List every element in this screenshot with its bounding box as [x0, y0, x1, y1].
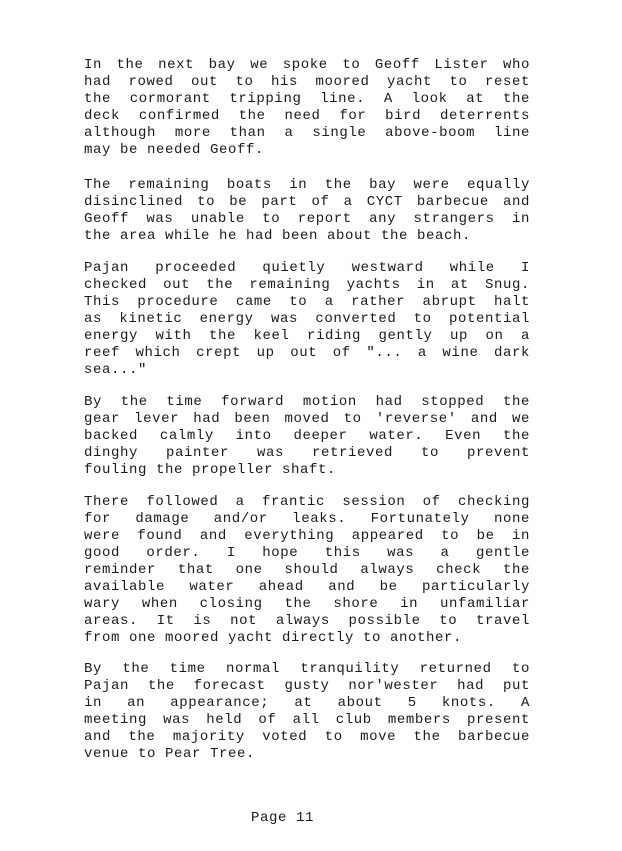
paragraph-pajan-westward: [84, 260, 530, 379]
text-line: good order. I hope this was a gentle: [84, 545, 530, 561]
text-line: from one moored yacht directly to another.: [84, 630, 463, 646]
paragraph-tranquility: [84, 661, 530, 763]
text-line: reef which crept up out of "... a wine dark: [84, 345, 530, 361]
text-line: in an appearance; at about 5 knots. A: [84, 695, 530, 711]
text-line: reminder that one should always check the: [84, 562, 530, 578]
text-line: were found and everything appeared to be in: [84, 528, 530, 544]
text-line: In the next bay we spoke to Geoff Lister who: [84, 57, 530, 73]
text-line: By the time forward motion had stopped the: [84, 394, 530, 410]
text-line: gear lever had been moved to 'reverse' and we: [84, 411, 530, 427]
text-line: fouling the propeller shaft.: [84, 462, 337, 478]
page-number: Page 11: [251, 810, 315, 826]
text-line: backed calmly into deeper water. Even the: [84, 428, 530, 444]
text-line: may be needed Geoff.: [84, 142, 265, 158]
paragraph-geoff-lister: [84, 57, 530, 159]
text-line: Pajan proceeded quietly westward while I: [84, 260, 530, 276]
text-line: Geoff was unable to report any strangers in: [84, 211, 530, 227]
text-line: as kinetic energy was converted to potential: [84, 311, 530, 327]
paragraph-remaining-boats: [84, 177, 530, 245]
text-line: for damage and/or leaks. Fortunately none: [84, 511, 530, 527]
text-line: venue to Pear Tree.: [84, 746, 256, 762]
text-line: the cormorant tripping line. A look at the: [84, 91, 530, 107]
text-line: There followed a frantic session of checking: [84, 494, 530, 510]
text-line: available water ahead and be particularly: [84, 579, 530, 595]
text-line: areas. It is not always possible to travel: [84, 613, 530, 629]
text-line: although more than a single above-boom line: [84, 125, 530, 141]
text-line: dinghy painter was retrieved to prevent: [84, 445, 530, 461]
paragraph-forward-motion: [84, 394, 530, 479]
text-line: the area while he had been about the beach.: [84, 228, 472, 244]
text-line: and the majority voted to move the barbecue: [84, 729, 530, 745]
text-line: disinclined to be part of a CYCT barbecue and: [84, 194, 530, 210]
text-line: deck confirmed the need for bird deterrents: [84, 108, 530, 124]
text-line: This procedure came to a rather abrupt halt: [84, 294, 530, 310]
paragraph-damage-check: [84, 494, 530, 647]
text-line: had rowed out to his moored yacht to reset: [84, 74, 530, 90]
text-line: By the time normal tranquility returned to: [84, 661, 530, 677]
text-line: energy with the keel riding gently up on a: [84, 328, 530, 344]
text-line: sea...": [84, 362, 148, 378]
text-line: The remaining boats in the bay were equally: [84, 177, 530, 193]
text-line: checked out the remaining yachts in at Snug.: [84, 277, 530, 293]
text-line: Pajan the forecast gusty nor'wester had put: [84, 678, 530, 694]
text-line: meeting was held of all club members present: [84, 712, 530, 728]
text-line: wary when closing the shore in unfamiliar: [84, 596, 530, 612]
